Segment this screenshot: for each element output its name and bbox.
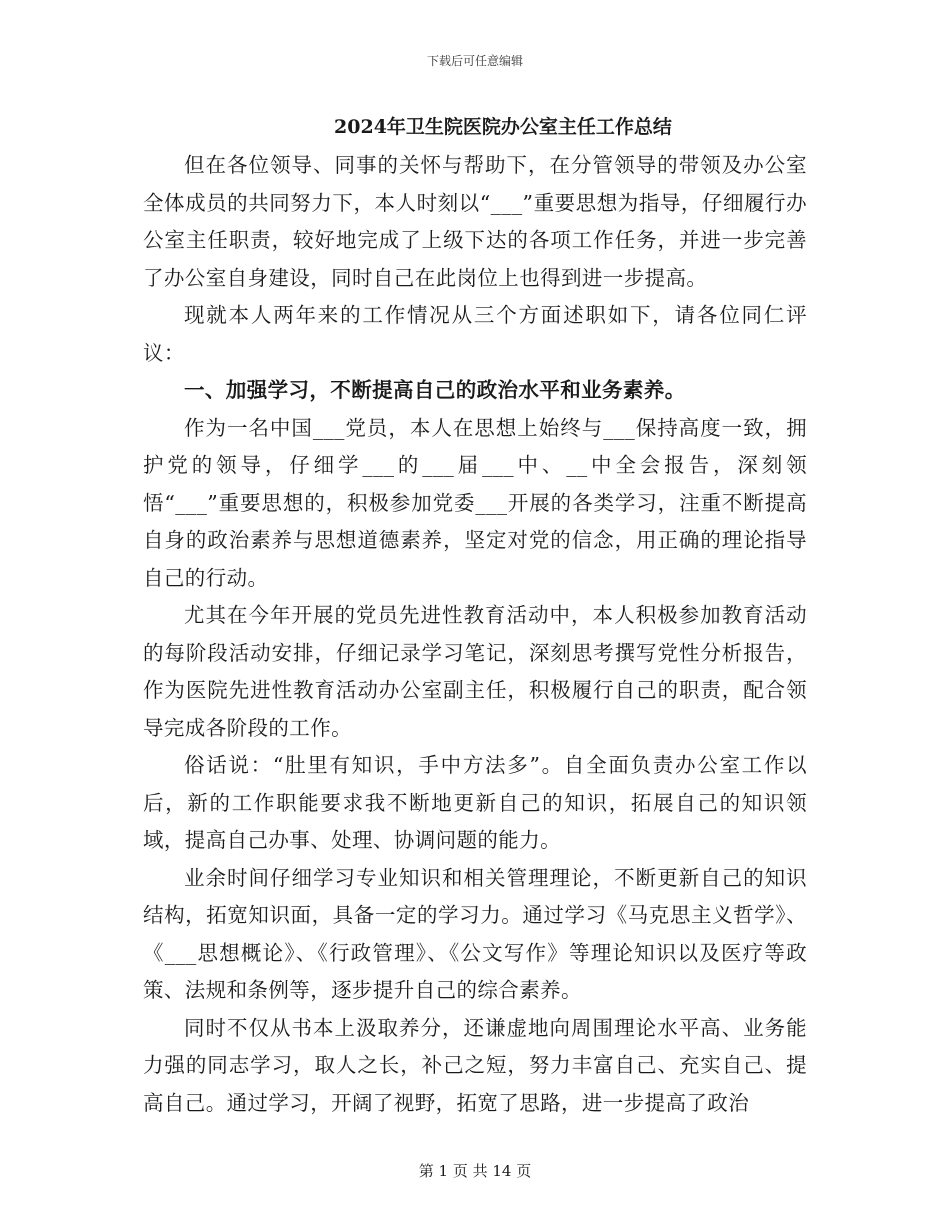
paragraph: 现就本人两年来的工作情况从三个方面述职如下，请各位同仁评议： — [143, 303, 807, 365]
paragraph: 作为一名中国___党员，本人在思想上始终与___保持高度一致，拥护党的领导，仔细学___的___届___中、__中全会报告，深刻领悟“___”重要思想的，积极参加党委___开展的各类学习，注重不断提高自身的政治素养与思想道德素养，坚定对党的信念，用正确的理论指导自己的行动。 — [143, 415, 807, 590]
document-body — [143, 147, 807, 1122]
paragraph: 尤其在今年开展的党员先进性教育活动中，本人积极参加教育活动的每阶段活动安排，仔细记录学习笔记，深刻思考撰写党性分析报告，作为医院先进性教育活动办公室副主任，积极履行自己的职责，配合领导完成各阶段的工作。 — [143, 603, 807, 740]
paragraph: 业余时间仔细学习专业知识和相关管理理论，不断更新自己的知识结构，拓宽知识面，具备一定的学习力。通过学习《马克思主义哲学》、《___思想概论》、《行政管理》、《公文写作》等理论知识以及医疗等政策、法规和条例等，逐步提升自己的综合素养。 — [143, 865, 807, 1002]
paragraph: 俗话说：“肚里有知识，手中方法多”。自全面负责办公室工作以后，新的工作职能要求我不断地更新自己的知识，拓展自己的知识领域，提高自己办事、处理、协调问题的能力。 — [143, 753, 807, 852]
header-note: 下载后可任意编辑 — [426, 54, 523, 68]
paragraph: 同时不仅从书本上汲取养分，还谦虚地向周围理论水平高、业务能力强的同志学习，取人之长，补己之短，努力丰富自己、充实自己、提高自己。通过学习，开阔了视野，拓宽了思路，进一步提高了政治 — [143, 1015, 807, 1115]
page-number: 第 1 页 共 14 页 — [418, 1162, 532, 1180]
section-heading: 一、加强学习，不断提高自己的政治水平和业务素养。 — [184, 378, 686, 402]
paragraph: 但在各位领导、同事的关怀与帮助下，在分管领导的带领及办公室全体成员的共同努力下，本人时刻以“___”重要思想为指导，仔细履行办公室主任职责，较好地完成了上级下达的各项工作任务，并进一步完善了办公室自身建设，同时自己在此岗位上也得到进一步提高。 — [143, 153, 807, 290]
document-title: 2024年卫生院医院办公室主任工作总结 — [334, 116, 672, 138]
